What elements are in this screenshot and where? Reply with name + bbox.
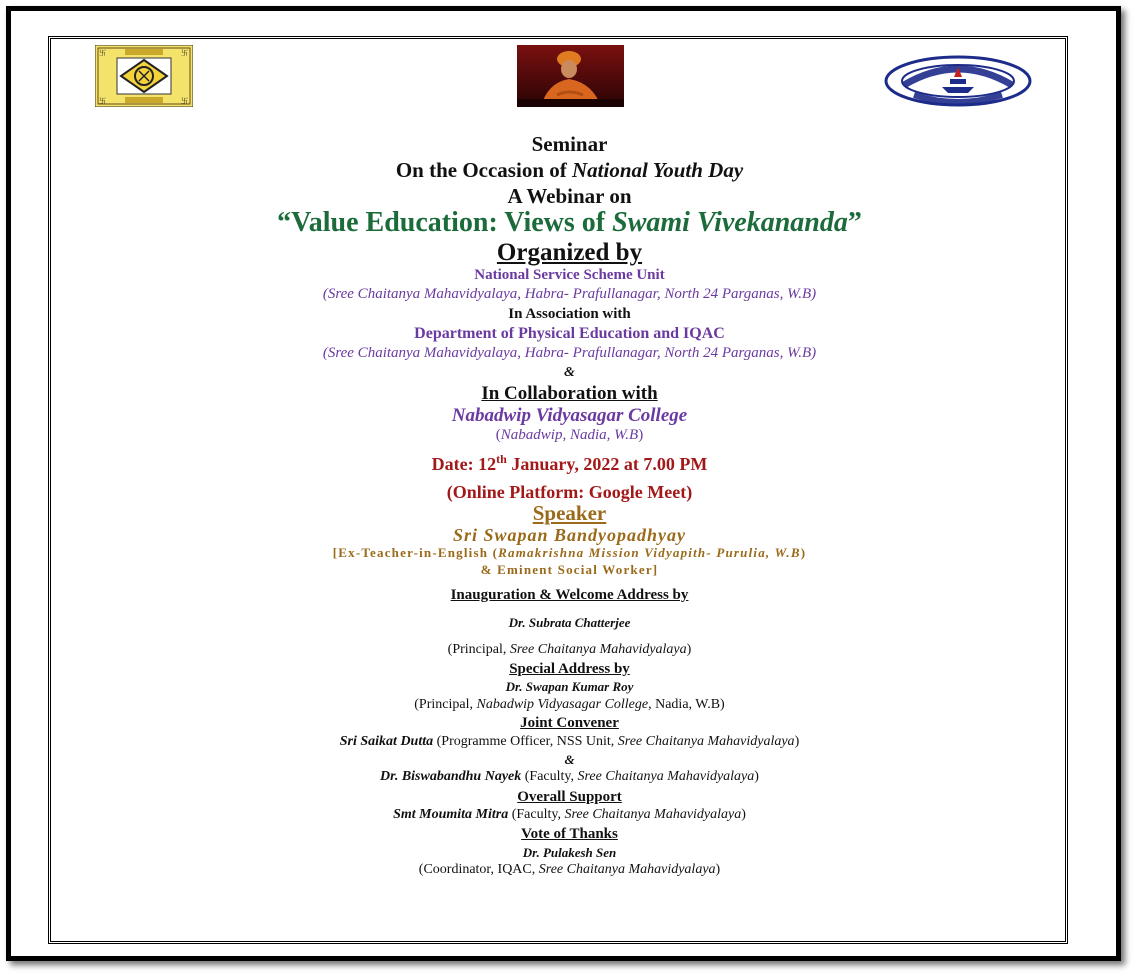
- vote-of-thanks-name: Dr. Pulakesh Sen: [522, 845, 617, 860]
- overall-support-heading: Overall Support: [517, 789, 622, 805]
- speaker-description-1: [Ex-Teacher-in-English (Ramakrishna Mission Vidyapith- Purulia, W.B): [332, 545, 807, 560]
- department-address: (Sree Chaitanya Mahavidyalaya, Habra- Prafullanagar, North 24 Parganas, W.B): [322, 345, 817, 361]
- vote-of-thanks-heading: Vote of Thanks: [521, 826, 618, 842]
- vote-of-thanks-role: (Coordinator, IQAC, Sree Chaitanya Mahavidyalaya): [418, 862, 721, 877]
- vivekananda-portrait-icon: [517, 45, 624, 107]
- collaborating-college: Nabadwip Vidyasagar College: [451, 405, 688, 426]
- occasion-line: On the Occasion of National Youth Day: [395, 158, 744, 182]
- department-name: Department of Physical Education and IQAC: [414, 325, 725, 342]
- speaker-heading: Speaker: [532, 501, 607, 525]
- organizer-unit: National Service Scheme Unit: [474, 267, 665, 283]
- event-platform: (Online Platform: Google Meet): [446, 482, 693, 502]
- speaker-name: Sri Swapan Bandyopadhyay: [452, 525, 687, 545]
- inauguration-name: Dr. Subrata Chatterjee: [508, 615, 631, 630]
- college-emblem-icon: [95, 45, 193, 107]
- svg-text:卐: 卐: [99, 49, 106, 57]
- speaker-description-2: & Eminent Social Worker]: [480, 562, 659, 577]
- joint-convener-1: Sri Saikat Dutta (Programme Officer, NSS Unit, Sree Chaitanya Mahavidyalaya): [339, 734, 800, 749]
- inauguration-role: (Principal, Sree Chaitanya Mahavidyalaya): [447, 642, 692, 657]
- special-address-role: (Principal, Nabadwip Vidyasagar College, Nadia, W.B): [414, 697, 725, 712]
- collaborating-college-address: (Nabadwip, Nadia, W.B): [495, 427, 644, 443]
- webinar-title: “Value Education: Views of Swami Vivekananda”: [277, 207, 862, 238]
- special-address-heading: Special Address by: [509, 661, 630, 677]
- association-heading: In Association with: [508, 306, 631, 322]
- svg-text:卐: 卐: [181, 49, 188, 57]
- mahavidyalaya-seal-icon: [884, 55, 1032, 107]
- collaboration-heading: In Collaboration with: [481, 383, 658, 404]
- joint-convener-2: Dr. Biswabandhu Nayek (Faculty, Sree Chaitanya Mahavidyalaya): [380, 769, 759, 784]
- special-address-name: Dr. Swapan Kumar Roy: [505, 679, 634, 694]
- ampersand-divider: &: [564, 365, 575, 380]
- overall-support-person: Smt Moumita Mitra (Faculty, Sree Chaitanya Mahavidyalaya): [393, 807, 746, 822]
- organized-by-heading: Organized by: [496, 239, 643, 266]
- webinar-on-label: A Webinar on: [507, 184, 632, 208]
- svg-text:卐: 卐: [99, 97, 106, 105]
- inauguration-heading: Inauguration & Welcome Address by: [450, 587, 689, 603]
- joint-convener-ampersand: &: [564, 752, 575, 767]
- svg-text:卐: 卐: [181, 97, 188, 105]
- joint-convener-heading: Joint Convener: [520, 715, 619, 731]
- seminar-label: Seminar: [531, 132, 608, 156]
- organizer-unit-address: (Sree Chaitanya Mahavidyalaya, Habra- Prafullanagar, North 24 Parganas, W.B): [322, 286, 817, 302]
- event-date: Date: 12th January, 2022 at 7.00 PM: [431, 452, 708, 474]
